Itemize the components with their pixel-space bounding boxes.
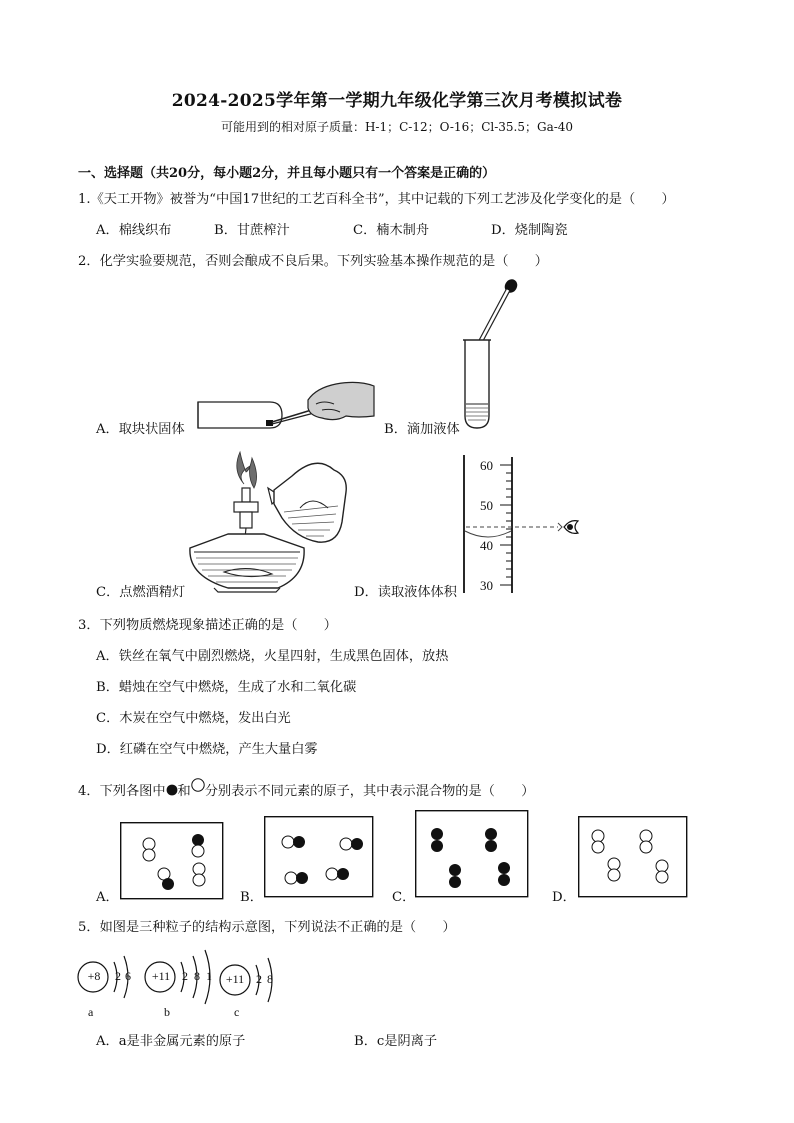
atom-b-shell-1: 2 (182, 969, 188, 983)
atom-c-shell-2: 8 (267, 972, 273, 986)
q4-option-c: C． (392, 890, 416, 905)
cylinder-tick-30: 30 (480, 578, 493, 593)
q1-option-c: C．楠木制舟 (353, 223, 430, 238)
section-heading: 一、选择题（共20分，每小题2分，并且每小题只有一个答案是正确的） (78, 166, 496, 181)
q4-stem-part-3: 分别表示不同元素的原子，其中表示混合物的是（ ） (204, 784, 535, 799)
white-atom-icon (191, 778, 205, 792)
q5-stem: 5．如图是三种粒子的结构示意图，下列说法不正确的是（ ） (78, 920, 456, 935)
atomic-mass-note: 可能用到的相对原子质量：H-1；C-12；O-16；Cl-35.5；Ga-40 (220, 120, 574, 134)
cylinder-tick-50: 50 (480, 498, 493, 513)
q5-option-b: B．c是阴离子 (354, 1034, 438, 1049)
q2-figure-b (460, 276, 530, 436)
atom-c-shell-1: 2 (256, 972, 262, 986)
atom-c-label: c (234, 1005, 240, 1019)
q1-stem: 1.《天工开物》被誉为“中国17世纪的工艺百科全书”，其中记载的下列工艺涉及化学变化的是（ ） (78, 192, 675, 207)
atom-b-shell-2: 8 (194, 969, 200, 983)
atom-b-label: b (164, 1005, 170, 1019)
atom-a-label: a (88, 1005, 94, 1019)
black-atom-icon (166, 784, 178, 796)
q4-stem (78, 778, 534, 799)
q3-stem: 3．下列物质燃烧现象描述正确的是（ ） (78, 618, 337, 633)
q4-stem-part-2: 和 (177, 784, 191, 799)
q2-figure-c (188, 448, 358, 593)
q3-option-d: D．红磷在空气中燃烧，产生大量白雾 (96, 742, 318, 757)
atom-a-nucleus: +8 (87, 969, 101, 983)
q1-option-b: B．甘蔗榨汁 (214, 223, 290, 238)
q4-box-a (120, 822, 224, 900)
q2-option-b: B．滴加液体 (384, 422, 460, 437)
q2-stem: 2．化学实验要规范，否则会酿成不良后果。下列实验基本操作规范的是（ ） (78, 254, 548, 269)
q4-option-b: B． (240, 890, 263, 905)
q4-option-d: D． (552, 890, 576, 905)
atom-c-nucleus: +11 (225, 972, 245, 986)
q2-option-c: C．点燃酒精灯 (96, 585, 186, 600)
cylinder-tick-40: 40 (480, 538, 493, 553)
q1-option-d: D．烧制陶瓷 (491, 223, 568, 238)
atom-a-shell-2: 6 (125, 969, 131, 983)
atom-a-shell-1: 2 (115, 969, 121, 983)
q3-option-c: C．木炭在空气中燃烧，发出白光 (96, 711, 291, 726)
page-title: 2024-2025学年第一学期九年级化学第三次月考模拟试卷 (171, 91, 623, 111)
cylinder-tick-60: 60 (480, 458, 493, 473)
q5-option-a: A．a是非金属元素的原子 (96, 1034, 246, 1049)
q4-box-c (415, 810, 529, 898)
q2-option-d: D．读取液体体积 (354, 585, 457, 600)
atom-b-shell-3: 1 (206, 969, 212, 983)
q2-option-a: A．取块状固体 (96, 422, 185, 437)
q2-figure-d (462, 455, 582, 595)
q1-option-a: A．棉线织布 (96, 223, 172, 238)
q4-option-a: A． (96, 890, 119, 905)
q4-box-b (264, 816, 374, 898)
q4-box-d (578, 816, 688, 898)
q2-figure-a (190, 374, 380, 434)
atom-b-nucleus: +11 (151, 969, 171, 983)
q3-option-b: B．蜡烛在空气中燃烧，生成了水和二氧化碳 (96, 680, 357, 695)
q4-stem-part-1: 4．下列各图中 (78, 784, 166, 799)
q3-option-a: A．铁丝在氧气中剧烈燃烧，火星四射，生成黑色固体，放热 (96, 649, 449, 664)
